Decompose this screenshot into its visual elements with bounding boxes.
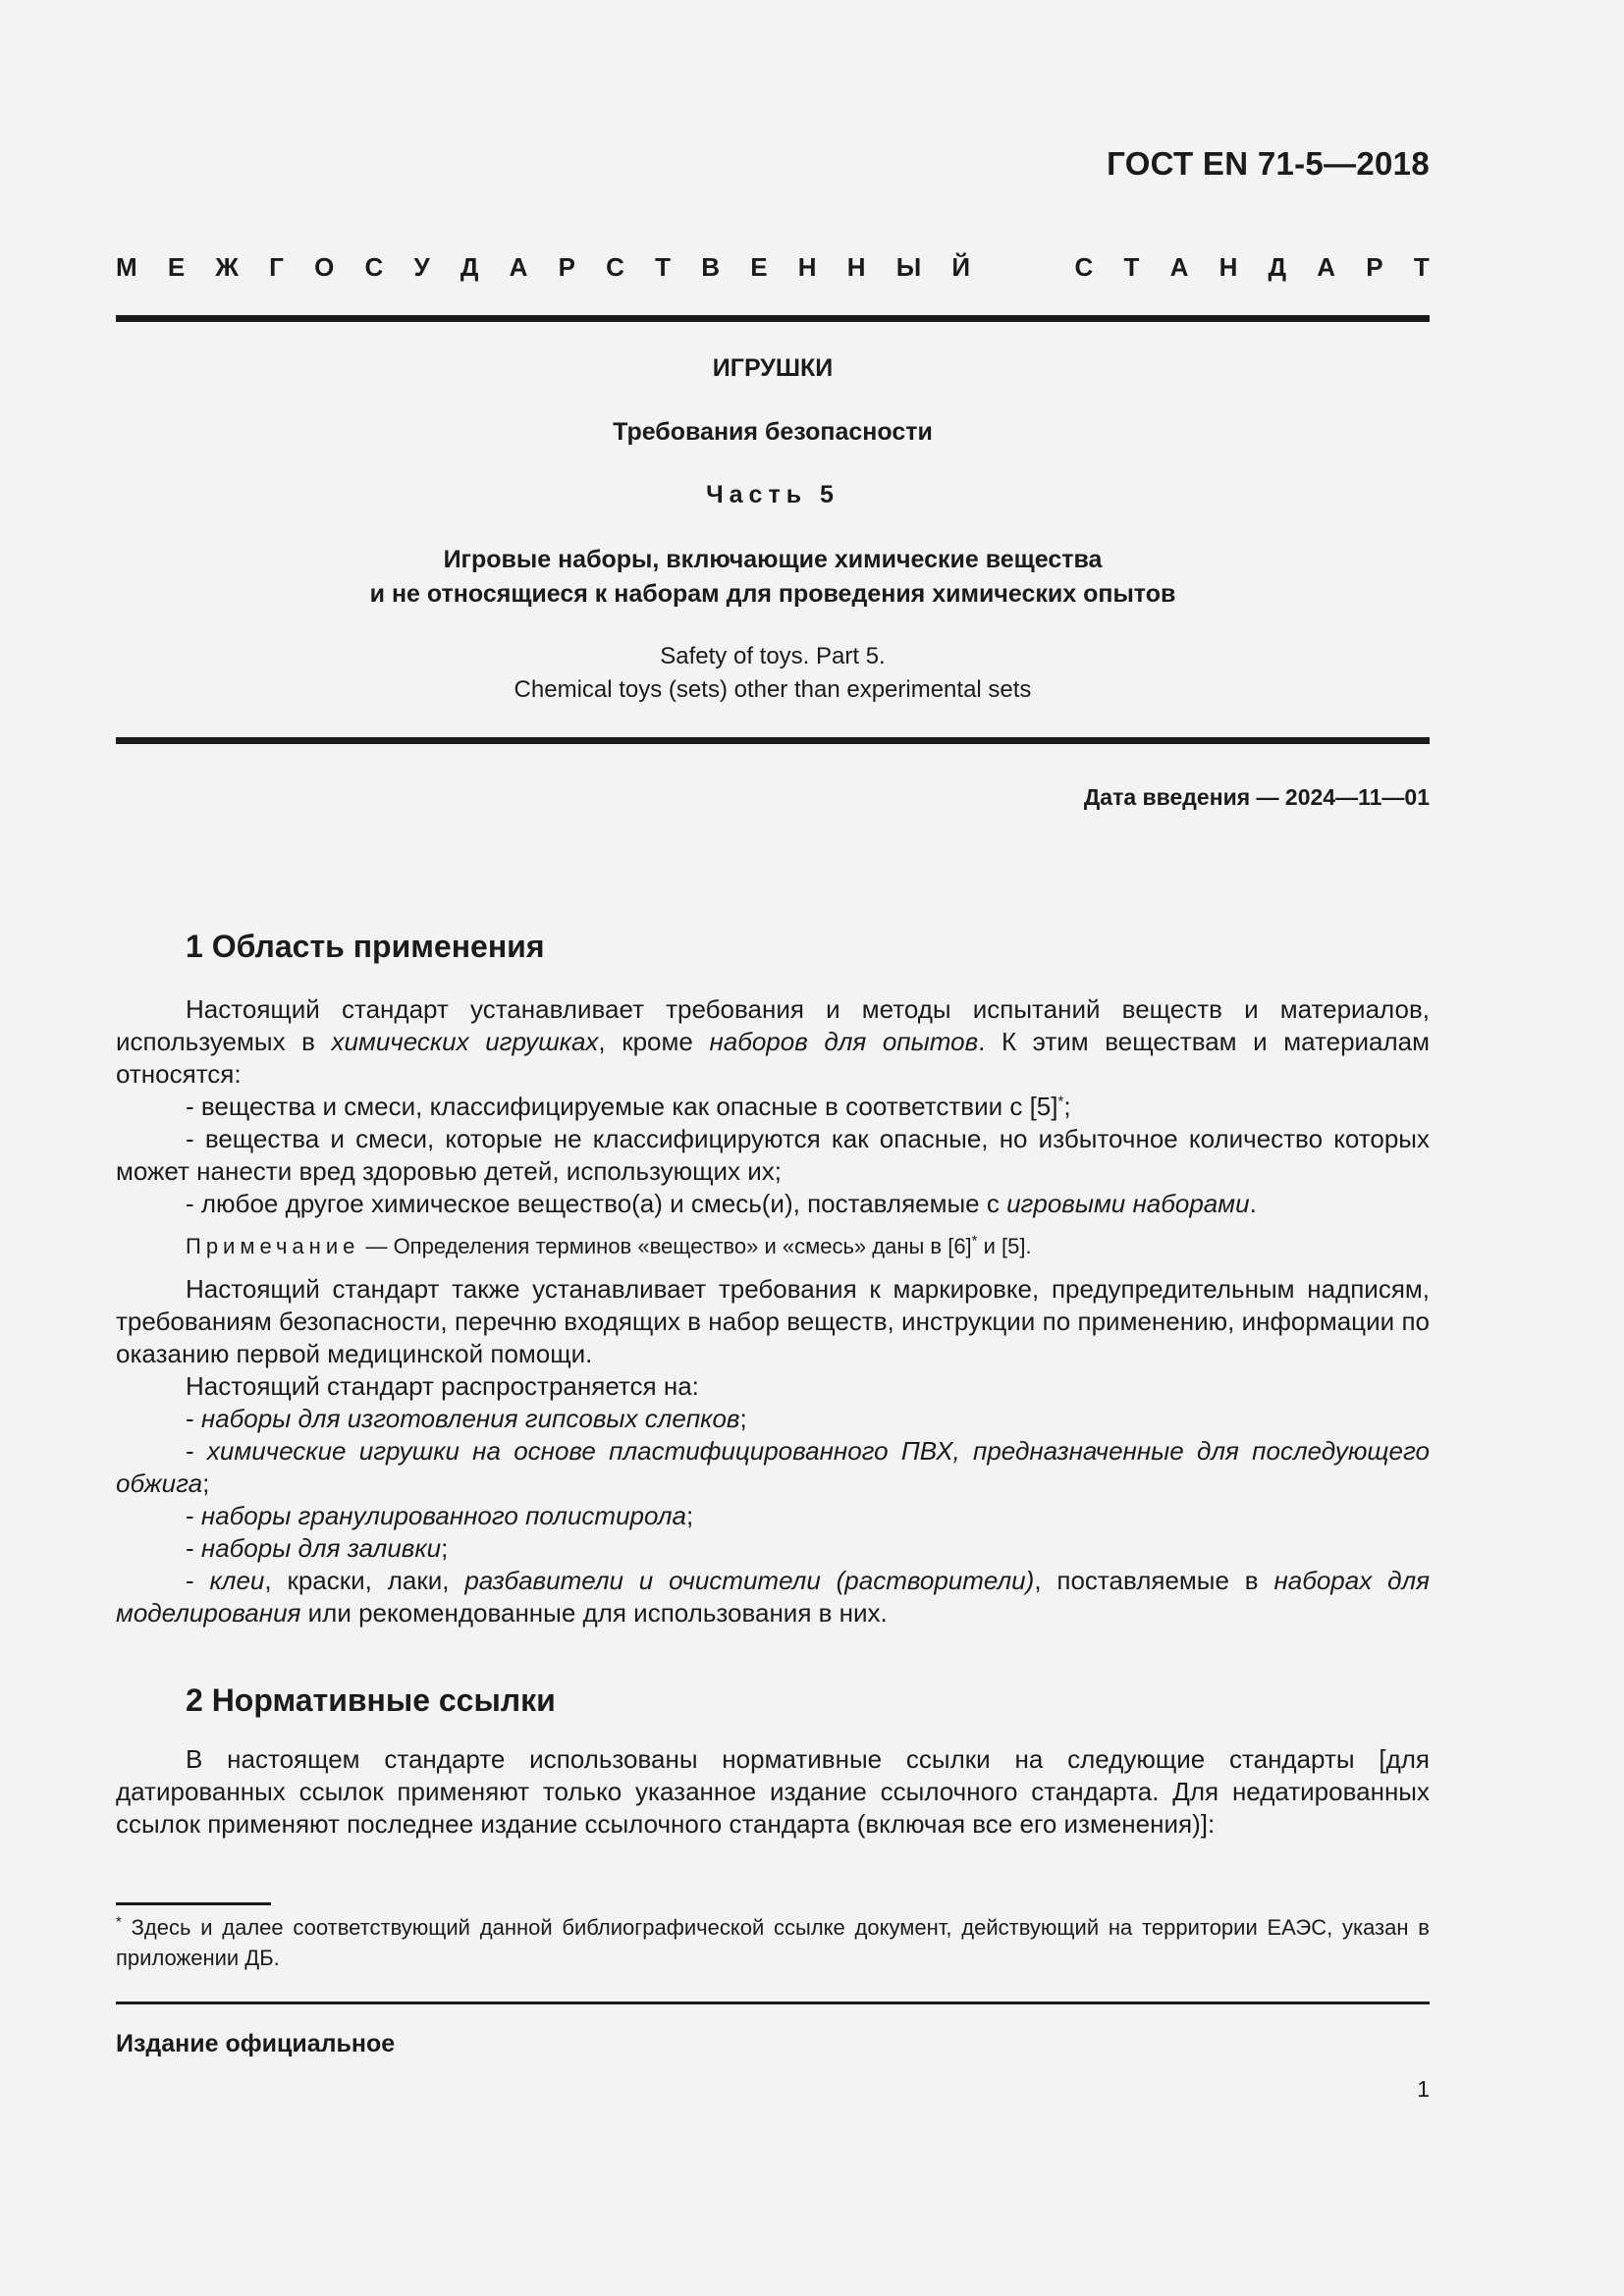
list-item: - наборы для изготовления гипсовых слепков; xyxy=(186,1404,747,1433)
list-item: - вещества и смеси, классифицируемые как опасные в соответствии с [5]*; xyxy=(186,1092,1071,1121)
paragraph: Настоящий стандарт распространяется на: xyxy=(186,1371,699,1401)
header-rule xyxy=(116,315,1430,322)
description-line: Игровые наборы, включающие химические вещества xyxy=(443,546,1103,573)
banner-letter: Р xyxy=(558,252,575,282)
banner-letter: С xyxy=(364,252,384,282)
list-item: - любое другое химическое вещество(а) и смесь(и), поставляемые с игровыми наборами. xyxy=(186,1189,1257,1218)
section-heading: 1 Область применения xyxy=(186,929,545,964)
banner-letter: Е xyxy=(750,252,768,282)
paragraph: Настоящий стандарт устанавливает требования и методы испытаний веществ и материалов, используемых в химических игрушках, кроме наборов для опытов. К этим веществам и материалам относятся: xyxy=(116,994,1431,1089)
footnote: * Здесь и далее соответствующий данной библиографической ссылке документ, действующий на территории ЕАЭС, указан в приложении ДБ. xyxy=(116,1913,1430,1970)
note: Примечание — Определения терминов «вещество» и «смесь» даны в [6]* и [5]. xyxy=(186,1232,1032,1258)
document-title: ИГРУШКИ xyxy=(712,354,834,382)
banner-letter: Р xyxy=(1366,252,1383,282)
banner-letter: Н xyxy=(846,252,866,282)
list-item: - вещества и смеси, которые не классифицируются как опасные, но избыточное количество которых может нанести вред здоровью детей, использующих их; xyxy=(116,1124,1430,1186)
banner-letter: Т xyxy=(1413,252,1430,282)
section-2-body xyxy=(116,1743,1430,1841)
document-part: Часть 5 xyxy=(706,481,839,508)
title-rule xyxy=(116,737,1430,744)
document-code: ГОСТ EN 71-5—2018 xyxy=(1107,145,1430,182)
english-title xyxy=(116,640,1430,707)
document-description xyxy=(116,543,1430,612)
banner-letter: Т xyxy=(655,252,672,282)
banner-letter: Н xyxy=(1218,252,1238,282)
introduction-date: Дата введения — 2024—11—01 xyxy=(1083,784,1430,810)
description-line: и не относящиеся к наборам для проведения химических опытов xyxy=(369,580,1176,608)
banner-letter: Й xyxy=(951,252,971,282)
banner-letter: Д xyxy=(1268,252,1287,282)
banner-letter: Ы xyxy=(895,252,922,282)
banner-letter: Е xyxy=(167,252,186,282)
interstate-standard-banner xyxy=(116,252,1430,283)
banner-letter: О xyxy=(314,252,335,282)
banner-letter: С xyxy=(1074,252,1094,282)
list-item: - клеи, краски, лаки, разбавители и очистители (растворители), поставляемые в наборах для моделирования или рекомендованные для использования в них. xyxy=(116,1566,1430,1628)
paragraph: В настоящем стандарте использованы нормативные ссылки на следующие стандарты [для датированных ссылок применяют только указанное издание ссылочного стандарта. Для недатированных ссылок применяют последнее издание ссылочного стандарта (включая все его изменения)]: xyxy=(116,1744,1430,1839)
page-number: 1 xyxy=(1417,2076,1430,2102)
banner-letter: М xyxy=(116,252,137,282)
list-item: - наборы для заливки; xyxy=(186,1533,449,1563)
english-title-line: Chemical toys (sets) other than experimental sets xyxy=(514,676,1032,703)
banner-letter: А xyxy=(1317,252,1336,282)
footer-rule xyxy=(116,2002,1430,2004)
english-title-line: Safety of toys. Part 5. xyxy=(660,643,886,669)
banner-letter: А xyxy=(1169,252,1189,282)
banner-letter: С xyxy=(606,252,624,282)
banner-letter: Д xyxy=(460,252,479,282)
footnote-rule xyxy=(116,1902,271,1905)
section-heading: 2 Нормативные ссылки xyxy=(186,1682,556,1718)
list-item: - наборы гранулированного полистирола; xyxy=(186,1501,694,1530)
section-1-body xyxy=(116,993,1430,1629)
banner-letter: У xyxy=(413,252,430,282)
list-item: - химические игрушки на основе пластифицированного ПВХ, предназначенные для последующего обжига; xyxy=(116,1436,1430,1498)
banner-letter: В xyxy=(701,252,721,282)
paragraph: Настоящий стандарт также устанавливает требования к маркировке, предупредительным надписям, требованиям безопасности, перечню входящих в набор веществ, инструкции по применению, информации по оказанию первой медицинской помощи. xyxy=(116,1274,1430,1368)
banner-letter: А xyxy=(509,252,528,282)
document-subtitle: Требования безопасности xyxy=(613,418,933,446)
banner-letter: Ж xyxy=(215,252,239,282)
banner-letter: Г xyxy=(269,252,284,282)
official-edition-label: Издание официальное xyxy=(116,2030,396,2057)
banner-letter: Н xyxy=(797,252,817,282)
banner-letter: Т xyxy=(1123,252,1140,282)
